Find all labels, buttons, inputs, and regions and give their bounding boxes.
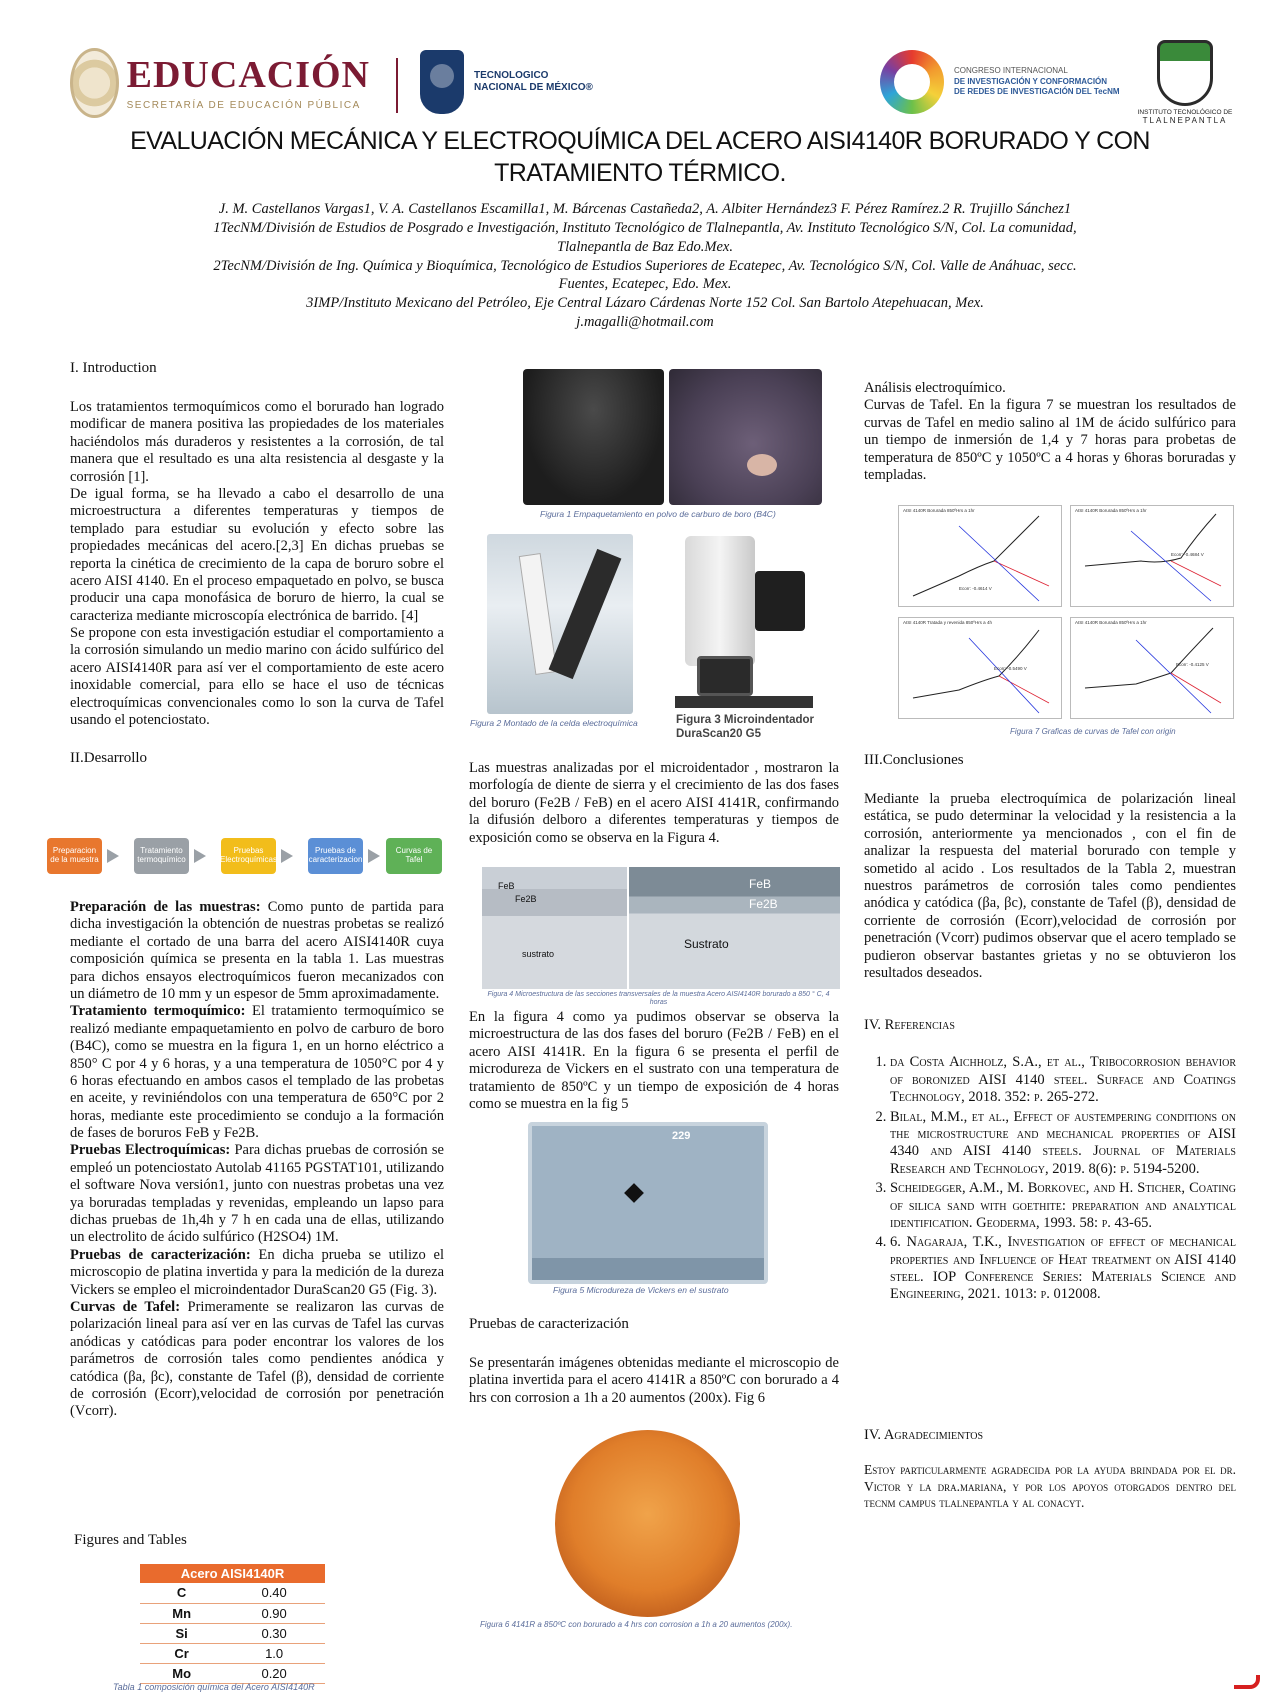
figures-heading: Figures and Tables	[74, 1532, 187, 1548]
fig5-vickers-screen	[528, 1122, 768, 1284]
value-cell: 0.90	[223, 1603, 325, 1623]
table-row	[140, 1603, 325, 1623]
indent-mark-icon	[624, 1183, 644, 1203]
col2-paragraph-1: Las muestras analizadas por el microidentador , mostraron la morfología de diente de sierra y el crecimiento de las dos fases del boruro (Fe2B / FeB) en el acero AISI 4141R, confirmando la difusión delboro a diferentes temperaturas y tiempos de exposición como se observa en la Figura 4.	[469, 760, 839, 846]
congreso-line1: CONGRESO INTERNACIONAL	[954, 65, 1068, 75]
fig4-micrograph-right	[629, 867, 840, 989]
educacion-logo	[70, 48, 370, 118]
indenter-head-icon	[755, 571, 805, 631]
acknowledgements-paragraph: Estoy particularmente agradecida por la ayuda brindada por el dr. Victor y la dra.mariana, y por los apoyos otorgados dentro del tecnm campus tlalnepantla y al conacyt.	[864, 1462, 1236, 1510]
fig6-caption: Figura 6 4141R a 850ºC con borurado a 4 hrs con corrosion a 1h a 20 aumentos (200x).	[480, 1620, 793, 1629]
tafel-plot-title: AISI 4140R Borurada 850ºHrs a 1hr	[1075, 620, 1147, 625]
fig4-label: Fe2B	[515, 894, 537, 904]
electrode-icon	[519, 553, 557, 675]
tafel-plot-title: AISI 4140R Borurada 850ºHrs a 1hr	[1075, 508, 1147, 513]
pe-text: Para dichas pruebas de corrosión se empleó un potenciostato Autolab 41165 PGSTAT101, utilizando el software Nova versión1, junto con nuestras probetas una vez ya boruradas templadas y revenidas, empleando un lapso para dichas pruebas de 1h,4h y 7 h en cada una de ellas, utilizando un electrolito de ácido sulfúrico (H2SO4) 1M.	[70, 1142, 444, 1246]
flow-step-3: Pruebas Electroquímicas	[221, 838, 276, 874]
fig2-cell-photo	[487, 534, 633, 714]
prep-paragraph	[70, 899, 444, 1003]
conclusions-heading: III.Conclusiones	[864, 752, 964, 768]
congreso-emblem-icon	[880, 50, 944, 114]
itt-shield-icon	[1157, 40, 1213, 106]
conclusions-section	[864, 751, 1236, 982]
tafel-plot	[898, 505, 1062, 607]
acknowledgements-section	[864, 1427, 1236, 1511]
flow-arrow-icon	[281, 849, 293, 863]
contact-email: j.magalli@hotmail.com	[576, 314, 714, 331]
fig1-caption: Figura 1 Empaquetamiento en polvo de carburo de boro (B4C)	[540, 509, 776, 519]
value-cell: 0.40	[223, 1583, 325, 1603]
fig4-label: Fe2B	[749, 897, 778, 911]
tafel-curve	[899, 506, 1063, 608]
affiliation-2: 2TecNM/División de Ing. Química y Bioquímica, Tecnológico de Estudios Superiores de Ecatepec, Av. Tecnológico S/N, Col. Valle de Anáhuac, secc. Fuentes, Ecatepec, Edo. Mex.	[213, 257, 1077, 293]
conclusions-paragraph: Mediante la prueba electroquímica de polarización lineal estática, se pudo determinar la velocidad y la resistencia a la corrosión, anteriormente ya mencionados , con el fin de analizar la respuesta del material borurado con temple y sometido al acido . Los resultados de la Tabla 2, muestran nuestros parámetros de corrosión tales como pendientes anódica y catódica (βa, βc), constante de Tafel (β), densidad de corriente de corrosión (Ecorr),velocidad de corrosión por penetración (Vcorr) pudimos observar que el acero templado se pudieron observar bastantes grietas y no se obtuvieron los resultados deseados.	[864, 791, 1236, 981]
value-cell: 1.0	[223, 1643, 325, 1663]
poster-title: EVALUACIÓN MECÁNICA Y ELECTROQUÍMICA DEL ACERO AISI4140R BORURADO Y CON TRATAMIENTO TÉRMICO.	[130, 127, 1150, 187]
col2-paragraph-3: Se presentarán imágenes obtenidas mediante el microscopio de platina invertida para el acero 4141R a 850ºC con borurado a 4 hrs con corrosion a 1h a 20 aumentos (200x). Fig 6	[469, 1355, 839, 1406]
fig4-micrograph-left	[482, 867, 627, 989]
reference-item: 2. Bilal, M.M., et al., Effect of austempering conditions on the microstructure and mechanical properties of AISI 4340 and AISI 4140 steels. Journal of Materials Research and Technology, 2019. 8(6): p. 5194-5200.	[890, 1109, 1236, 1179]
trat-paragraph	[70, 1003, 444, 1142]
ae-paragraph: Curvas de Tafel. En la figura 7 se muestran los resultados de curvas de Tafel en medio salino al 1M de ácido sulfúrico para un tiempo de inmersión de 1,4 y 7 horas para probetas de temperatura de 850ºC y 1050ºC a 4 horas y 6horas boruradas y templadas.	[864, 397, 1236, 483]
tafel-plot	[1070, 505, 1234, 607]
fig2-caption: Figura 2 Montado de la celda electroquímica	[470, 718, 638, 728]
flow-step-5: Curvas de Tafel	[386, 838, 442, 874]
references-section	[864, 1017, 1236, 1306]
fig5-hardness-value: 229	[672, 1130, 691, 1142]
reference-item: 3. Scheidegger, A.M., M. Borkovec, and H. Sticher, Coating of silica sand with goethite: preparation and analytical identification. Geoderma, 1993. 58: p. 43-65.	[890, 1180, 1236, 1232]
tafel-curve	[1071, 618, 1235, 720]
fig4-label: Sustrato	[684, 937, 729, 951]
column-left	[70, 359, 444, 767]
composition-table	[140, 1564, 325, 1684]
tecnm-emblem-icon	[420, 50, 464, 114]
tafel-plot-title: AISI 4140R Tratada y revenida 850ºHrs a 4h	[903, 620, 992, 625]
tafel-plot	[1070, 617, 1234, 719]
educacion-logo-text: EDUCACIÓN	[126, 53, 370, 96]
affiliation-3: 3IMP/Instituto Mexicano del Petróleo, Eje Central Lázaro Cárdenas Norte 152 Col. San Bartolo Atepehuacan, Mex.	[306, 295, 984, 312]
flow-step-2: Tratamiento termoquímico	[134, 838, 189, 874]
fig6-micrograph	[555, 1430, 740, 1617]
reference-item: 1. da Costa Aichholz, S.A., et al., Tribocorrosion behavior of boronized AISI 4140 steel. Surface and Coatings Technology, 2018. 352: p. 265-272.	[890, 1054, 1236, 1106]
fig5-caption: Figura 5 Microdureza de Vickers en el sustrato	[553, 1285, 729, 1295]
tafel-ecorr: Ecorr: -0.4684 V	[1171, 552, 1204, 557]
electrode-icon	[549, 549, 622, 679]
indenter-screen-icon	[697, 656, 753, 696]
table-row	[140, 1663, 325, 1683]
ct-paragraph	[70, 1299, 444, 1421]
fig1-sample-photo	[523, 369, 664, 505]
element-cell: Cr	[140, 1643, 223, 1663]
tafel-ecorr: Ecorr: -0.5490 V	[994, 666, 1027, 671]
prep-label: Preparación de las muestras:	[70, 899, 261, 915]
fig4-label: FeB	[498, 881, 515, 891]
author-block	[205, 200, 1085, 332]
tecnm-logo-line2: NACIONAL DE MÉXICO®	[474, 82, 593, 93]
table-row	[140, 1643, 325, 1663]
tafel-plot-title: AISI 4140R Borurada 850ºHrs a 1hr	[903, 508, 975, 513]
itt-logo-line2: TLALNEPANTLA	[1142, 116, 1228, 125]
prep-text: Como punto de partida para dicha investigación la obtención de nuestras probetas se realizó mediante el cortado de una barra del acero AISI4140R cuya composición química se presenta en la tabla 1. Las muestras para dichos ensayos electroquímicos fueron mecanizados con un diámetro de 10 mm y un espesor de 5mm aproximadamente.	[70, 899, 444, 1002]
tafel-ecorr: Ecorr: -0.4614 V	[959, 586, 992, 591]
congreso-line3: DE REDES DE INVESTIGACIÓN DEL TecNM	[954, 87, 1120, 97]
tafel-curve	[899, 618, 1063, 720]
intro-heading: I. Introduction	[70, 360, 157, 376]
pc-paragraph	[70, 1247, 444, 1299]
electrochem-section	[864, 380, 1236, 484]
logo-divider	[396, 58, 398, 113]
fig5-toolbar	[532, 1258, 764, 1280]
element-cell: Si	[140, 1623, 223, 1643]
congreso-logo	[880, 50, 1120, 114]
references-heading: IV. Referencias	[864, 1017, 955, 1033]
trat-label: Tratamiento termoquímico:	[70, 1003, 246, 1020]
tecnm-logo	[420, 50, 593, 114]
pe-label: Pruebas Electroquímicas:	[70, 1142, 231, 1159]
fig3-caption: Figura 3 Microindentador DuraScan20 G5	[676, 714, 815, 740]
flow-step-1: Preparacion de la muestra	[47, 838, 102, 874]
acknowledgements-heading: IV. Agradecimientos	[864, 1427, 984, 1443]
pc-label: Pruebas de caracterización:	[70, 1246, 251, 1263]
value-cell: 0.30	[223, 1623, 325, 1643]
logo-bar	[70, 40, 1240, 130]
congreso-line2: DE INVESTIGACIÓN Y CONFORMACIÓN	[954, 76, 1108, 86]
mexico-seal-icon	[70, 48, 119, 118]
corner-mark-icon	[1234, 1675, 1260, 1689]
educacion-logo-subtext: SECRETARÍA DE EDUCACIÓN PÚBLICA	[126, 99, 361, 111]
fig3-microindenter-photo	[675, 531, 813, 716]
indenter-body-icon	[685, 536, 755, 666]
flow-arrow-icon	[194, 849, 206, 863]
ae-heading: Análisis electroquímico.	[864, 380, 1006, 396]
pc-heading: Pruebas de caracterización	[469, 1316, 629, 1332]
ct-text: Primeramente se realizaron las curvas de polarización lineal para así ver en las curvas de Tafel las curvas anódicas y catódicas para poder encontrar los valores de los parámetros de corrosión tales como pendientes anódica y catódica (βa, βc), constante de Tafel (β), densidad de corriente de corrosión (Ecorr),velocidad de corrosión por penetración (Vcorr).	[70, 1298, 444, 1420]
flow-step-4: Pruebas de caracterizacion	[308, 838, 363, 874]
element-cell: Mo	[140, 1663, 223, 1683]
indenter-base-icon	[675, 696, 813, 708]
pc-text: En dicha prueba se utilizo el microscopio de platina invertida y para la medición de la dureza Vickers se empleo el microindentador DuraScan20 G5 (Fig. 3).	[70, 1246, 444, 1298]
itt-logo	[1130, 40, 1240, 125]
methods-section	[70, 899, 444, 1421]
flow-arrow-icon	[107, 849, 119, 863]
col2-paragraph-2: En la figura 4 como ya pudimos observar se observa la microestructura de las dos fases del boruro (Fe2B / FeB) en el acero AISI 4141R. En la figura 6 se presenta el perfil de microdureza de Vickers en el sustrato con una temperatura de tratamiento de 850ºC y un tiempo de exposición de 4 horas como se muestra en la fig 5	[469, 1009, 839, 1112]
pe-paragraph	[70, 1142, 444, 1246]
fig7-tafel-plots	[898, 505, 1238, 733]
intro-paragraph-1: Los tratamientos termoquímicos como el borurado han logrado modificar de manera positiva las propiedades de los materiales haciéndolos más duraderos y resistentes a la corrosión, de tal manera que el resultado es una alta resistencia al desgaste y la corrosión [1].	[70, 399, 444, 485]
fig4-label: sustrato	[522, 949, 555, 959]
process-flowchart	[47, 838, 447, 880]
table-row	[140, 1583, 325, 1603]
value-cell: 0.20	[223, 1663, 325, 1683]
affiliation-1: 1TecNM/División de Estudios de Posgrado e Investigación, Instituto Tecnológico de Tlalnepantla, Av. Instituto Tecnológico S/N, Col. La comunidad, Tlalnepantla de Baz Edo.Mex.	[213, 219, 1077, 255]
tecnm-logo-line1: TECNOLOGICO	[474, 70, 549, 81]
tafel-plot	[898, 617, 1062, 719]
fig7-caption: Figura 7 Graficas de curvas de Tafel con origin	[1010, 727, 1176, 736]
sample-disc-icon	[747, 454, 777, 476]
flow-arrow-icon	[368, 849, 380, 863]
table-row	[140, 1623, 325, 1643]
element-cell: C	[140, 1583, 223, 1603]
fig1-powder-photo	[669, 369, 822, 505]
authors: J. M. Castellanos Vargas1, V. A. Castellanos Escamilla1, M. Bárcenas Castañeda2, A. Albiter Hernández3 F. Pérez Ramírez.2 R. Trujillo Sánchez1	[218, 201, 1072, 217]
ct-label: Curvas de Tafel:	[70, 1298, 181, 1315]
element-cell: Mn	[140, 1603, 223, 1623]
trat-text: El tratamiento termoquímico se realizó mediante empaquetamiento en polvo de carburo de boro (B4C), como se muestra en la figura 1, en un horno eléctrico a 850° C por 4 y 6 horas, y a una temperatura de 1050°C por 4 y 6 horas efectuando en ambos casos el templado de las probetas en aceite, y reviniéndolos con una temperatura de 650°C por 2 horas, mediante este procedimiento se condujo a la formación de fases de boruros FeB y Fe2B.	[70, 1003, 444, 1142]
intro-paragraph-3: Se propone con esta investigación estudiar el comportamiento a la corrosión simulando un medio marino con ácido sulfúrico del acero AISI4140R para así ver el comportamiento de este acero inoxidable comercial, para ello se hace el uso de técnicas electroquímicas convencionales como lo son la curva de Tafel usando el potenciostato.	[70, 625, 444, 729]
itt-logo-line1: INSTITUTO TECNOLÓGICO DE	[1137, 109, 1233, 116]
fig4-label: FeB	[749, 877, 772, 891]
intro-paragraph-2: De igual forma, se ha llevado a cabo el desarrollo de una microestructura a diferentes temperaturas y tiempos de templado para estudiar su evolución y efecto sobre las propiedades mecánicas del acero.[2,3] En dichas pruebas se reporta la cinética de crecimiento de la capa de boruro sobre el acero AISI 4140. En el proceso empaquetado en polvo, se busca producir una capa monofásica de boruro de hierro, la cual se caracteriza mediante microscopía electrónica de barrido. [4]	[70, 485, 444, 624]
tafel-ecorr: Ecorr: -0.4125 V	[1176, 662, 1209, 667]
table-header: Acero AISI4140R	[140, 1564, 325, 1583]
reference-item: 4. 6. Nagaraja, T.K., Investigation of effect of mechanical properties and Influence of Heat treatment on AISI 4140 steel. IOP Conference Series: Materials Science and Engineering, 2021. 1013: p. 012008.	[890, 1234, 1236, 1304]
development-heading: II.Desarrollo	[70, 750, 148, 767]
table-caption: Tabla 1 composición química del Acero AISI4140R	[113, 1682, 315, 1692]
references-list	[864, 1054, 1236, 1303]
fig4-caption: Figura 4 Microestructura de las secciones transversales de la muestra Acero AISI4140R borurado a 850 ° C, 4 horas	[487, 991, 830, 1006]
tafel-curve	[1071, 506, 1235, 608]
